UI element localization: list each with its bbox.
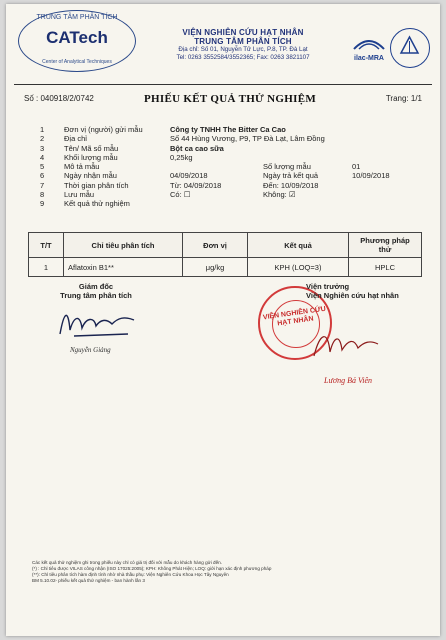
info-number: 3 <box>40 143 45 153</box>
info-row <box>32 144 432 153</box>
info-row <box>32 153 432 162</box>
info-value: Công ty TNHH The Bitter Ca Cao <box>170 125 286 134</box>
triangle-icon <box>391 29 428 66</box>
info-value: 10/09/2018 <box>352 171 390 181</box>
column-header: Đơn vị <box>183 233 248 258</box>
table-cell: KPH (LOQ=3) <box>248 258 349 277</box>
info-label: Mô tả mẫu <box>64 162 100 172</box>
sample-info <box>32 125 432 209</box>
footnotes <box>32 560 412 584</box>
report-heading-row <box>24 94 422 103</box>
stamp-text: VIỆN NGHIÊN CỨU HẠT NHÂN <box>262 305 327 328</box>
column-header: Kết quả <box>248 233 349 258</box>
sample-retention-yes-checkbox: Có: ☐ <box>170 190 191 200</box>
right-signer-title-line: Viện trưởng <box>306 282 350 291</box>
results-table <box>28 232 422 277</box>
info-value: 0,25kg <box>170 152 193 162</box>
info-value: Số 44 Hùng Vương, P9, TP Đà Lạt, Lâm Đồng <box>170 134 325 144</box>
column-header: Phương pháp thử <box>349 233 422 258</box>
contact: Tel: 0263 3552584/3552365; Fax: 0263 3821107 <box>176 54 310 61</box>
institute-name: VIỆN NGHIÊN CỨU HẠT NHÂN <box>182 28 304 37</box>
header-block <box>134 28 352 62</box>
info-label: Tên/ Mã số mẫu <box>64 143 119 153</box>
info-label: Địa chỉ <box>64 134 87 144</box>
right-signer-title-line: Viện Nghiên cứu hạt nhân <box>306 291 399 300</box>
info-row <box>32 125 432 134</box>
info-value: Bột ca cao sữa <box>170 143 224 153</box>
logo-ring-bottom: Center of Analytical Techniques <box>42 59 112 65</box>
info-label: Ngày nhận mẫu <box>64 171 117 181</box>
logo-ring-top: TRUNG TÂM PHÂN TÍCH <box>36 14 118 21</box>
info-number: 5 <box>40 162 45 172</box>
info-label: Đơn vị (người) gửi mẫu <box>64 125 143 134</box>
report-sheet <box>6 4 440 636</box>
logo-brand: CATech <box>46 28 108 47</box>
footnote-line: (*) : Chỉ tiêu được VILAS công nhận (ISO 17025:2005); KPH: Không Phát Hiện; LOQ: giới hạn xác định phương pháp <box>32 566 272 571</box>
report-title: PHIẾU KẾT QUẢ THỬ NGHIỆM <box>144 93 317 105</box>
info-value: 01 <box>352 162 361 172</box>
info-label: Đến: 10/09/2018 <box>263 180 319 190</box>
left-signer-name: Nguyễn Giảng <box>70 346 111 354</box>
ilac-mra-logo <box>350 36 388 64</box>
address: Địa chỉ: Số 01, Nguyễn Tử Lực, P.8, TP. Đà Lạt <box>178 46 308 53</box>
info-label: Lưu mẫu <box>64 190 95 200</box>
info-row <box>32 199 432 208</box>
left-handwritten-signature <box>54 304 144 344</box>
table-header-row <box>29 233 422 258</box>
info-label: Ngày trả kết quả <box>263 171 319 181</box>
table-cell: HPLC <box>349 258 422 277</box>
info-row <box>32 181 432 190</box>
header-divider <box>14 84 432 85</box>
info-value: Từ: 04/09/2018 <box>170 180 222 190</box>
left-signer-title <box>46 282 146 300</box>
info-row <box>32 134 432 143</box>
page-number: Trang: 1/1 <box>385 94 422 103</box>
left-signer-title-line: Giám đốc <box>78 282 114 291</box>
sample-retention-no-checkbox: Không: ☑ <box>263 190 296 200</box>
info-label: Khối lượng mẫu <box>64 152 118 162</box>
left-signer-title-line: Trung tâm phân tích <box>60 291 132 300</box>
footnote-line: BM 5.10.02- phiếu kết quả thử nghiệm - ban hành lần 3 <box>32 578 145 583</box>
info-number: 9 <box>40 199 45 209</box>
right-signer-name: Lương Bá Viên <box>324 376 373 385</box>
right-signer-title <box>306 282 426 300</box>
footnote-line: (**): Chỉ tiêu phân tích hàm định tính nhờ nhà thầu phụ: Viện Nghiên Cứu Khoa Học Tây Nguyên <box>32 572 229 577</box>
info-label: Thời gian phân tích <box>64 180 129 190</box>
report-number: Số : 040918/2/0742 <box>24 94 94 103</box>
footnote-line: Các kết quả thử nghiệm ghi trong phiếu này chỉ có giá trị đối với mẫu do khách hàng gửi đến. <box>32 560 222 565</box>
info-row <box>32 171 432 180</box>
info-label: Số lượng mẫu <box>263 162 311 172</box>
table-cell: Aflatoxin B1** <box>64 258 183 277</box>
catech-logo <box>18 10 136 72</box>
table-cell: 1 <box>29 258 64 277</box>
info-label: Kết quả thử nghiệm <box>64 199 130 209</box>
info-number: 2 <box>40 134 45 144</box>
ilac-arc-icon <box>350 36 388 50</box>
info-number: 8 <box>40 190 45 200</box>
info-number: 7 <box>40 180 45 190</box>
info-number: 4 <box>40 152 45 162</box>
info-number: 6 <box>40 171 45 181</box>
info-value: 04/09/2018 <box>170 171 208 181</box>
table-row <box>29 258 422 277</box>
table-cell: μg/kg <box>183 258 248 277</box>
info-number: 1 <box>40 125 45 134</box>
info-row <box>32 162 432 171</box>
column-header: Chỉ tiêu phân tích <box>64 233 183 258</box>
right-handwritten-signature <box>306 322 386 366</box>
info-row <box>32 190 432 199</box>
column-header: T/T <box>29 233 64 258</box>
accreditation-seal-icon <box>390 28 430 68</box>
ilac-mra-text: ilac-MRA <box>354 55 384 62</box>
center-name: TRUNG TÂM PHÂN TÍCH <box>194 37 292 46</box>
